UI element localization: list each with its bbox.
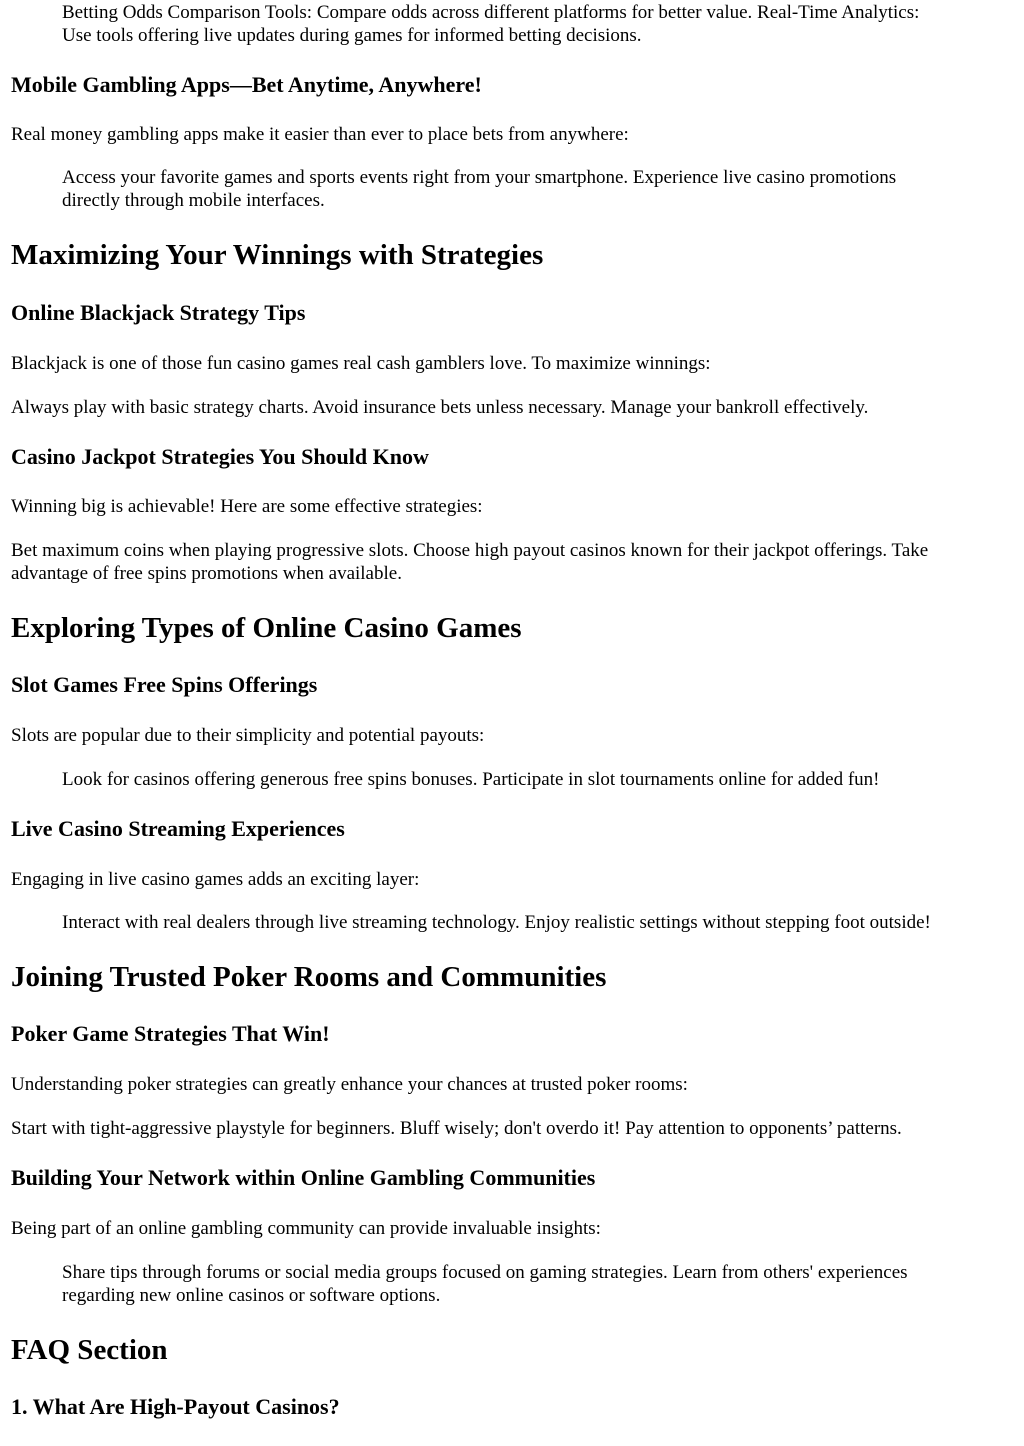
blackjack-intro: Blackjack is one of those fun casino games real cash gamblers love. To maximize winnings: <box>11 353 711 374</box>
jackpot-tips-line-2: advantage of free spins promotions when available. <box>11 563 402 584</box>
live-casino-intro: Engaging in live casino games adds an exciting layer: <box>11 869 420 890</box>
poker-rooms-heading: Joining Trusted Poker Rooms and Communities <box>11 961 607 993</box>
live-casino-blockquote: Interact with real dealers through live streaming technology. Enjoy realistic settings without stepping foot outside! <box>62 912 931 933</box>
network-blockquote <box>62 1261 908 1307</box>
mobile-apps-heading: Mobile Gambling Apps—Bet Anytime, Anywhere! <box>11 72 482 97</box>
casino-game-types-heading: Exploring Types of Online Casino Games <box>11 612 522 644</box>
jackpot-heading: Casino Jackpot Strategies You Should Know <box>11 444 429 469</box>
slot-games-intro: Slots are popular due to their simplicity and potential payouts: <box>11 725 485 746</box>
poker-tips: Start with tight-aggressive playstyle for beginners. Bluff wisely; don't overdo it! Pay attention to opponents’ patterns. <box>11 1118 902 1139</box>
network-intro: Being part of an online gambling community can provide invaluable insights: <box>11 1218 601 1239</box>
network-heading: Building Your Network within Online Gambling Communities <box>11 1165 596 1190</box>
mobile-apps-line-2: directly through mobile interfaces. <box>62 190 325 211</box>
faq-question-1: 1. What Are High-Payout Casinos? <box>11 1394 340 1419</box>
mobile-apps-blockquote <box>62 166 896 212</box>
odds-tools-line-1: Betting Odds Comparison Tools: Compare odds across different platforms for better value. Real-Time Analytics: <box>62 2 920 23</box>
jackpot-tips-line-1: Bet maximum coins when playing progressive slots. Choose high payout casinos known for their jackpot offerings. Take <box>11 540 929 561</box>
blackjack-heading: Online Blackjack Strategy Tips <box>11 300 306 325</box>
slot-games-heading: Slot Games Free Spins Offerings <box>11 672 318 697</box>
mobile-apps-line-1: Access your favorite games and sports events right from your smartphone. Experience live casino promotions <box>62 167 897 188</box>
jackpot-intro: Winning big is achievable! Here are some effective strategies: <box>11 496 483 517</box>
maximizing-winnings-heading: Maximizing Your Winnings with Strategies <box>11 239 544 271</box>
network-line-1: Share tips through forums or social media groups focused on gaming strategies. Learn from others' experiences <box>62 1262 908 1283</box>
slot-games-blockquote: Look for casinos offering generous free spins bonuses. Participate in slot tournaments online for added fun! <box>62 769 880 790</box>
blackjack-tips: Always play with basic strategy charts. Avoid insurance bets unless necessary. Manage your bankroll effectively. <box>11 397 869 418</box>
odds-tools-line-2: Use tools offering live updates during games for informed betting decisions. <box>62 25 642 46</box>
poker-intro: Understanding poker strategies can greatly enhance your chances at trusted poker rooms: <box>11 1074 688 1095</box>
faq-heading: FAQ Section <box>11 1334 168 1366</box>
mobile-apps-intro: Real money gambling apps make it easier than ever to place bets from anywhere: <box>11 124 629 145</box>
poker-strategies-heading: Poker Game Strategies That Win! <box>11 1021 330 1046</box>
network-line-2: regarding new online casinos or software options. <box>62 1285 441 1306</box>
jackpot-tips <box>11 539 928 585</box>
odds-tools-blockquote <box>62 1 919 47</box>
live-casino-heading: Live Casino Streaming Experiences <box>11 816 345 841</box>
